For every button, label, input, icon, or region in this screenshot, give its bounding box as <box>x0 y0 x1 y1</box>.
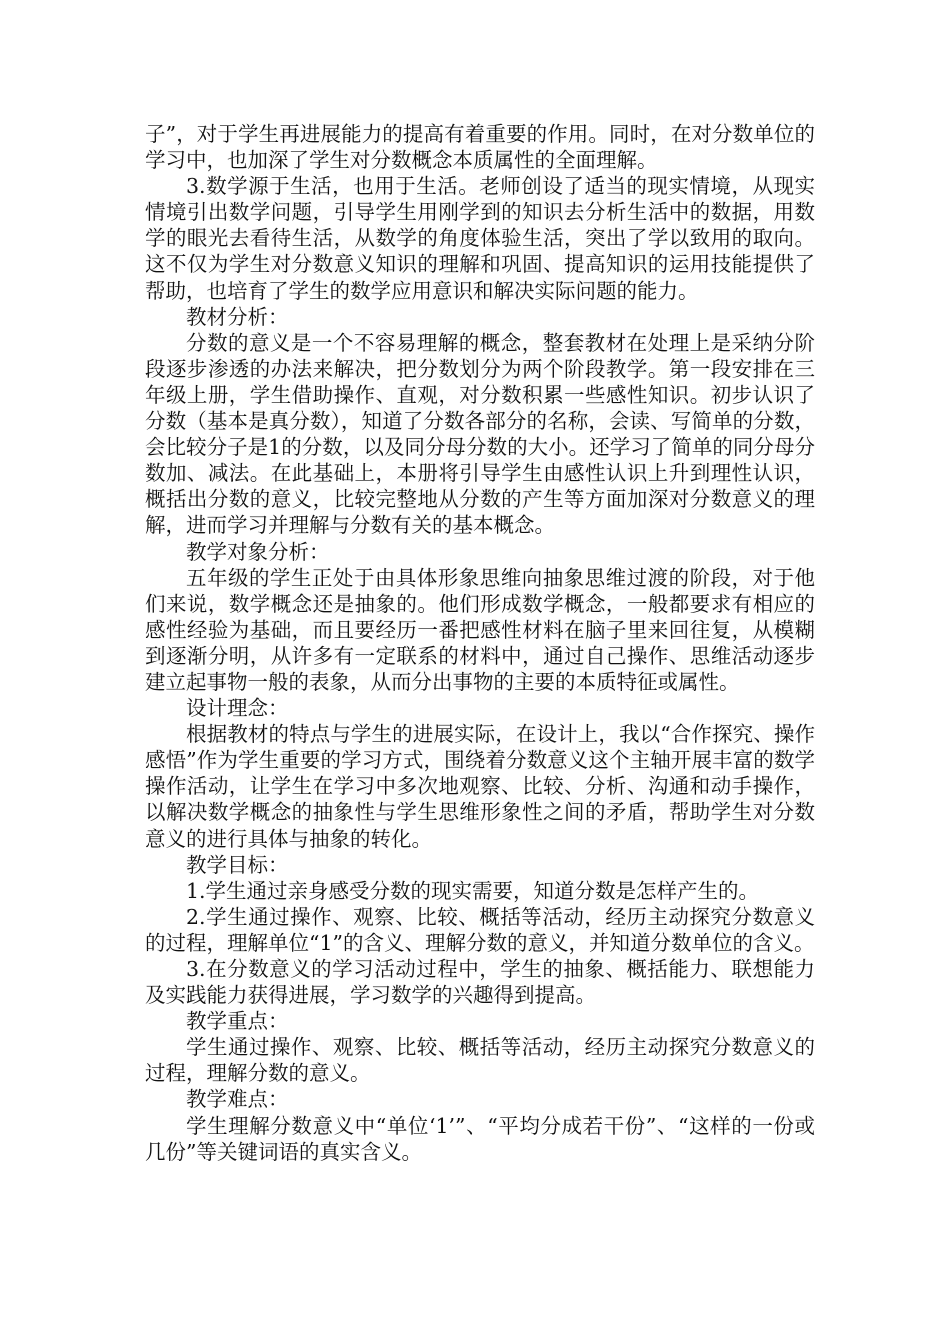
heading-student-analysis: 教学对象分析： <box>186 539 330 564</box>
paragraph-student-analysis: 五年级的学生正处于由具体形象思维向抽象思维过渡的阶段，对于他们来说，数学概念还是抽象的。他们形成数学概念，一般都要求有相应的感性经验为基础，而且要经历一番把感性材料在脑子里来回往复，从模糊到逐渐分明，从许多有一定联系的材料中，通过自己操作、思维活动逐步建立起事物一般的表象，从而分出事物的主要的本质特征或属性。 <box>145 565 815 694</box>
heading-design-concept: 设计理念： <box>186 696 289 721</box>
heading-key-points: 教学重点： <box>186 1009 289 1034</box>
paragraph-goal-1: 1.学生通过亲身感受分数的现实需要，知道分数是怎样产生的。 <box>186 878 760 903</box>
paragraph-continuation: 子”，对于学生再进展能力的提高有着重要的作用。同时，在对分数单位的学习中，也加深了学生对分数概念本质属性的全面理解。 <box>145 122 815 173</box>
paragraph-goal-3: 3.在分数意义的学习活动过程中，学生的抽象、概括能力、联想能力及实践能力获得进展，学习数学的兴趣得到提高。 <box>145 957 815 1008</box>
heading-difficulties: 教学难点： <box>186 1087 289 1112</box>
paragraph-difficulties: 学生理解分数意义中“单位‘1’”、“平均分成若干份”、“这样的一份或几份”等关键词语的真实含义。 <box>145 1113 815 1164</box>
paragraph-point-3: 3.数学源于生活，也用于生活。老师创设了适当的现实情境，从现实情境引出数学问题，引导学生用刚学到的知识去分析生活中的数据，用数学的眼光去看待生活，从数学的角度体验生活，突出了学以致用的取向。这不仅为学生对分数意义知识的理解和巩固、提高知识的运用技能提供了帮助，也培育了学生的数学应用意识和解决实际问题的能力。 <box>145 174 815 303</box>
paragraph-textbook-analysis: 分数的意义是一个不容易理解的概念，整套教材在处理上是采纳分阶段逐步渗透的办法来解决，把分数划分为两个阶段教学。第一段安排在三年级上册，学生借助操作、直观，对分数积累一些感性知识。初步认识了分数（基本是真分数），知道了分数各部分的名称，会读、写简单的分数，会比较分子是1的分数，以及同分母分数的大小。还学习了简单的同分母分数加、减法。在此基础上，本册将引导学生由感性认识上升到理性认识，概括出分数的意义，比较完整地从分数的产生等方面加深对分数意义的理解，进而学习并理解与分数有关的基本概念。 <box>145 330 815 538</box>
paragraph-design-concept: 根据教材的特点与学生的进展实际，在设计上，我以“合作探究、操作感悟”作为学生重要的学习方式，围绕着分数意义这个主轴开展丰富的数学操作活动，让学生在学习中多次地观察、比较、分析、沟通和动手操作，以解决数学概念的抽象性与学生思维形象性之间的矛盾，帮助学生对分数意义的进行具体与抽象的转化。 <box>145 722 815 851</box>
heading-textbook-analysis: 教材分析： <box>186 304 289 329</box>
paragraph-key-points: 学生通过操作、观察、比较、概括等活动，经历主动探究分数意义的过程，理解分数的意义。 <box>145 1035 815 1086</box>
document-page <box>145 121 815 1165</box>
heading-teaching-goals: 教学目标： <box>186 852 289 877</box>
paragraph-goal-2: 2.学生通过操作、观察、比较、概括等活动，经历主动探究分数意义的过程，理解单位“1”的含义、理解分数的意义，并知道分数单位的含义。 <box>145 904 815 955</box>
